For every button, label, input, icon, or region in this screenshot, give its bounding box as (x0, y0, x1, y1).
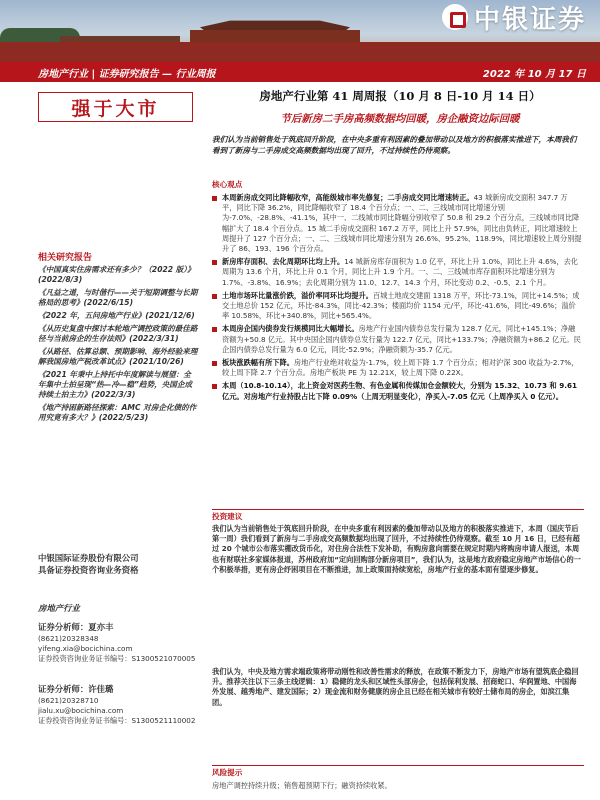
analyst-email[interactable]: yifeng.xia@bocichina.com (38, 644, 133, 653)
core-view-head: 土地市场环比量涨价跌，溢价率同环比均提升。 (222, 290, 373, 300)
analyst-name: 证券分析师：夏亦丰 (38, 622, 114, 632)
core-view-head: 新房库存面积、去化周期环比均上升。 (222, 257, 345, 267)
analyst-cert: 证券投资咨询业务证书编号：S1300521110002 (38, 716, 196, 725)
related-report-item[interactable]: 《 2021 年秉中上持托中年度解读与展望：全年集中土拍呈现“热—冷—稳”趋势，央国企成持续土拍主力》(2022/3/3) (38, 370, 198, 400)
related-report-item[interactable]: 《 凡益之道，与时偕行——关于短期调整与长期格局的思考》(2022/6/15) (38, 288, 198, 308)
banner-wall (0, 42, 600, 62)
core-view-head: 本周新房成交同比降幅收窄，高能级城市率先修复；二手房成交同比增速转正。 (222, 193, 474, 202)
report-title: 房地产行业第 41 周周报（10 月 8 日-10 月 14 日） (259, 89, 541, 103)
core-view-item (212, 381, 582, 401)
analyst-email[interactable]: jialu.xu@bocichina.com (38, 706, 124, 715)
section-divider (212, 509, 584, 510)
related-report-item[interactable]: 《 中国真实住房需求还有多少？（2022 版）》(2022/8/3) (38, 265, 198, 285)
related-report-item[interactable]: 《 地产持困新路径探索：AMC 对房企化债的作用究竟有多大？》(2022/5/23) (38, 403, 198, 423)
related-reports-label: 相关研究报告 (38, 253, 93, 263)
core-view-body: 房地产行业国内债券总发行量为 128.7 亿元，同比+145.1%；净融资额为+50.8 亿元。其中央国企国内债券总发行量为 122.7 亿元，同比+133.7%；净融资额为+86.2 亿元。民企国内债券总发行量为 6.0 亿元，同比-52.9%；净融资额为-35.7 亿元。 (222, 324, 581, 354)
report-date: 2022 年 10 月 17 日 (482, 68, 586, 80)
report-subtitle: 节后新房二手房高频数据均回暖，房企融资边际回暖 (280, 113, 520, 125)
core-views-list (212, 193, 582, 405)
core-view-head: 本周房企国内债券发行规模同比大幅增长。 (222, 324, 359, 334)
brand-name: 中银证券 (473, 4, 586, 35)
core-views-label: 核心观点 (212, 180, 243, 189)
core-view-item (212, 193, 582, 254)
related-reports-list (38, 265, 198, 424)
rating-badge: 强于大市 (38, 92, 193, 122)
core-view-item (212, 257, 582, 288)
industry-label: 房地产行业 (38, 603, 80, 613)
report-category-bar (0, 62, 600, 82)
header-banner (0, 0, 600, 62)
section-divider (212, 765, 584, 766)
analyst-phone: (8621)20328348 (38, 634, 99, 643)
core-view-head: 板块涨跌幅有所下降。 (222, 358, 294, 368)
investment-paragraph-2: 我们认为，中央及地方需求端政策将带动刚性和改善性需求的释放，在政策不断发力下，房地产市场有望筑底企稳回升。推荐关注以下三条主线逻辑：1）稳健的龙头和区域性头部房企，包括保利发展、招商蛇口、华润置地、中国海外发展、越秀地产、建发国际；2）现金流和财务健康的房企且已经在相关城市有较好土储布局的房企，如滨江集团。 (212, 667, 579, 707)
core-view-item (212, 358, 582, 378)
core-view-head: 本周（10.8-10.14），北上资金对医药生物、有色金属和传媒加仓金额较大，分别为 15.32、10.73 和 9.61 亿元。对房地产行业持股占比下降 0.09%（上周无明显变化），净买入-7.05 亿元（上周净买入 0 亿元）。 (222, 381, 577, 401)
risk-text: 房地产调控持续升级；销售超预期下行；融资持续收紧。 (212, 781, 392, 790)
analyst-block-2 (38, 684, 198, 726)
investment-label: 投资建议 (212, 512, 243, 521)
core-view-body: 14 城新房库存面积为 1.0 亿平，环比上升 1.0%，同比上升 4.6%，去化周期为 13.6 个月，环比上升 0.1 个月，同比上升 1.9 个月。一、二、三线城市库存面积环比增速分别为 1.7%、-3.8%、16.9%；去化周期分别为 11.0、12.7、14.3 个月，环比变动 0.2、-0.5、2.1 个月。 (222, 257, 579, 287)
related-report-item[interactable]: 《 从历史复盘中探讨本轮地产调控政策的最佳路径与当前房企的生存法则》(2022/3/31) (38, 324, 198, 344)
core-view-body: 百城土地成交建面 1318 万平，环比-73.1%，同比+14.5%；成交土地总价 152 亿元，环比-84.3%，同比-42.3%；楼面均价 1154 元/平，环比-41.6%，同比-49.6%；溢价率 10.58%，环比+340.8%，同比+565.4%。 (222, 290, 580, 321)
investment-paragraph-1: 我们认为当前销售处于筑底回升阶段，在中央多重有利因素的叠加带动以及地方的积极落实推进下，本周（国庆节后第一周）我们看到了新房与二手房成交高频数据均出现了回升，不过持续性仍待观察。截至 10 月 16 日，已经有超过 20 个城市公布落实棚改货币化，对住房合法性下发补助，有购房意向需要在规定时期内将购房申请人报送，本周也有财联社多家媒体报道，苏州政府加“定向回购部分新房项目”，我们认为，这是地方政府稳定房地产市场信心的一个积极举措，更有房企纾困项目在不断推进，加上政策面持续宽松，房地产行业的基本面有望逐步修复。 (212, 524, 581, 574)
core-view-body: 房地产行业绝对收益为-1.7%，较上周下降 1.7 个百分点；相对沪深 300 收益为-2.7%，较上周下降 2.7 个百分点。房地产板块 PE 为 12.21X，较上周下降 0.22X。 (222, 358, 579, 378)
related-report-item[interactable]: 《 从路径、估算总额、预期影响、海外经验来理解我国房地产税改革试点》(2021/10/26) (38, 347, 198, 367)
core-view-item (212, 324, 582, 355)
risk-label: 风险提示 (212, 768, 243, 777)
brand-logo (442, 2, 586, 35)
intro-paragraph: 我们认为当前销售处于筑底回升阶段，在中央多重有利因素的叠加带动以及地方的积极落实推进下，本周我们看到了新房与二手房成交高频数据均出现了回升，不过持续性仍待观察。 (212, 135, 577, 155)
boc-logo-icon (442, 4, 468, 30)
core-view-body: 43 城新房成交面积 347.7 万平，同比下降 36.2%，同比降幅收窄了 18.4 个百分点；一、二、三线城市同比增速分别为-7.0%、-28.8%、-41.1%，其中一、二线城市同比降幅分别收窄了 50.8 和 29.2 个百分点，三线城市同比降幅扩大了 18.4 个百分点。15 城二手房成交面积 167.2 万平，同比上升 57.9%，同比由负转正，同比增速较上周提升了 127 个百分点；一、二、三线城市同比增速分别为 26.6%、95.2%、118.9%，同比增速较上周分别提升了 86、193、196 个百分点。 (222, 193, 582, 254)
analyst-block-1 (38, 622, 198, 664)
analyst-phone: (8621)20328710 (38, 696, 99, 705)
report-category: 房地产行业 | 证券研究报告 — 行业周报 (38, 68, 216, 80)
company-name: 中银国际证券股份有限公司 具备证券投资咨询业务资格 (38, 553, 139, 575)
analyst-name: 证券分析师：许佳璐 (38, 684, 114, 694)
core-view-item (212, 291, 582, 322)
related-report-item[interactable]: 《 2022 年，五问房地产行业》(2021/12/6) (38, 311, 198, 321)
analyst-cert: 证券投资咨询业务证书编号：S1300521070005 (38, 654, 196, 663)
